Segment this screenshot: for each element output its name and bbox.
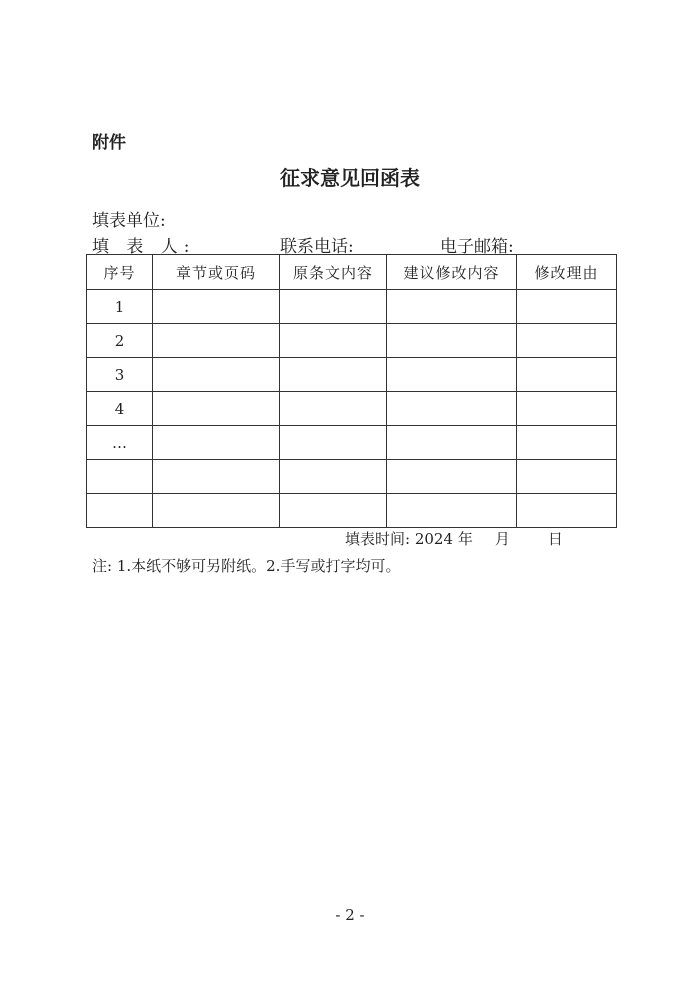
email-field-label: 电子邮箱: bbox=[440, 237, 514, 257]
original-cell[interactable] bbox=[280, 426, 387, 460]
phone-field-label: 联系电话: bbox=[280, 237, 354, 257]
reason-cell[interactable] bbox=[517, 290, 617, 324]
section-cell[interactable] bbox=[153, 358, 280, 392]
table-row bbox=[87, 460, 617, 494]
table-row bbox=[87, 392, 617, 426]
fill-date-label: 填表时间: bbox=[345, 530, 411, 548]
original-cell[interactable] bbox=[280, 324, 387, 358]
table-row bbox=[87, 494, 617, 528]
document-title: 征求意见回函表 bbox=[280, 166, 420, 190]
table-row bbox=[87, 358, 617, 392]
section-cell[interactable] bbox=[153, 324, 280, 358]
section-cell[interactable] bbox=[153, 392, 280, 426]
row-index: 3 bbox=[87, 358, 153, 392]
fill-date-year: 2024 bbox=[414, 530, 454, 548]
fill-date-day-unit: 日 bbox=[547, 530, 563, 548]
section-cell[interactable] bbox=[153, 290, 280, 324]
reason-cell[interactable] bbox=[517, 392, 617, 426]
header-suggestion: 建议修改内容 bbox=[387, 255, 517, 290]
suggestion-cell[interactable] bbox=[387, 324, 517, 358]
row-index: 1 bbox=[87, 290, 153, 324]
header-original: 原条文内容 bbox=[280, 255, 387, 290]
header-reason: 修改理由 bbox=[517, 255, 617, 290]
suggestion-cell[interactable] bbox=[387, 460, 517, 494]
original-cell[interactable] bbox=[280, 494, 387, 528]
unit-field-label: 填表单位: bbox=[92, 211, 166, 231]
person-field-label: 填 表 人: bbox=[92, 237, 196, 257]
original-cell[interactable] bbox=[280, 358, 387, 392]
row-index: … bbox=[87, 426, 153, 460]
reason-cell[interactable] bbox=[517, 460, 617, 494]
row-index: 2 bbox=[87, 324, 153, 358]
row-index: 4 bbox=[87, 392, 153, 426]
suggestion-cell[interactable] bbox=[387, 290, 517, 324]
table-row bbox=[87, 324, 617, 358]
header-index: 序号 bbox=[87, 255, 153, 290]
table-row bbox=[87, 290, 617, 324]
reason-cell[interactable] bbox=[517, 426, 617, 460]
table-header-row bbox=[87, 255, 617, 290]
section-cell[interactable] bbox=[153, 460, 280, 494]
attachment-label: 附件 bbox=[92, 133, 126, 153]
suggestion-cell[interactable] bbox=[387, 392, 517, 426]
suggestion-cell[interactable] bbox=[387, 358, 517, 392]
section-cell[interactable] bbox=[153, 494, 280, 528]
reason-cell[interactable] bbox=[517, 494, 617, 528]
fill-date-month-unit: 月 bbox=[494, 530, 510, 548]
original-cell[interactable] bbox=[280, 290, 387, 324]
suggestion-cell[interactable] bbox=[387, 426, 517, 460]
section-cell[interactable] bbox=[153, 426, 280, 460]
reason-cell[interactable] bbox=[517, 324, 617, 358]
fill-date-year-unit: 年 bbox=[457, 530, 473, 548]
original-cell[interactable] bbox=[280, 460, 387, 494]
original-cell[interactable] bbox=[280, 392, 387, 426]
page-number: - 2 - bbox=[335, 906, 365, 924]
table-row bbox=[87, 426, 617, 460]
row-index bbox=[87, 494, 153, 528]
row-index bbox=[87, 460, 153, 494]
header-section: 章节或页码 bbox=[153, 255, 280, 290]
fill-date-line bbox=[345, 528, 563, 549]
suggestion-cell[interactable] bbox=[387, 494, 517, 528]
feedback-table bbox=[86, 254, 617, 528]
footnote: 注: 1.本纸不够可另附纸。2.手写或打字均可。 bbox=[92, 557, 401, 575]
reason-cell[interactable] bbox=[517, 358, 617, 392]
